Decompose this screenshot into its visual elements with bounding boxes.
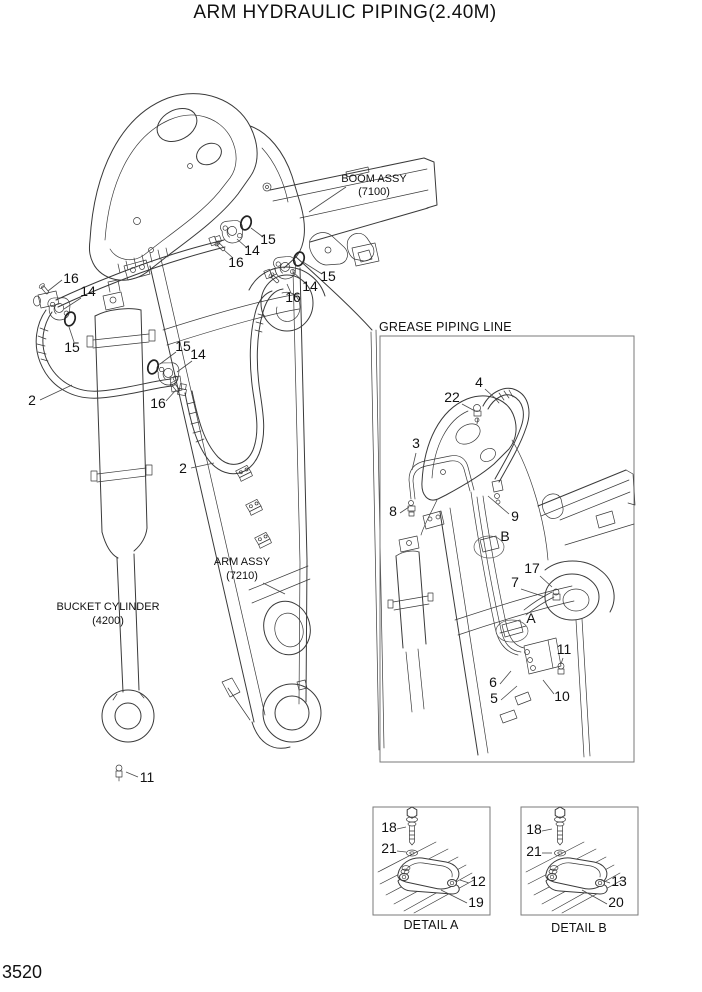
part-label-5: 5 [490, 690, 498, 706]
grease-fitting-17 [553, 589, 560, 600]
leader-line [540, 576, 552, 587]
mini-cylinder-drawing [388, 511, 444, 712]
fitting-cluster-1 [38, 283, 77, 327]
grease-box-title: GREASE PIPING LINE [379, 320, 512, 334]
part-label-6: 6 [489, 674, 497, 690]
leader-line [485, 389, 497, 400]
part-label-A: A [526, 610, 536, 626]
part-label-16: 16 [150, 395, 166, 411]
leader-line [48, 280, 62, 291]
page-title: ARM HYDRAULIC PIPING(2.40M) [193, 2, 497, 23]
part-label-16: 16 [285, 289, 301, 305]
grease-box-border [380, 336, 634, 762]
leader-line [460, 880, 469, 883]
part-label-13: 13 [611, 873, 627, 889]
part-label-19: 19 [468, 894, 484, 910]
leader-line [397, 827, 406, 829]
detail-b-caption: DETAIL B [551, 921, 607, 935]
leader-line [501, 686, 517, 700]
part-label-7: 7 [511, 574, 519, 590]
detail-a-box [373, 807, 490, 932]
grease-fitting-22 [474, 405, 482, 425]
part-label-15: 15 [320, 268, 336, 284]
callouts [56, 173, 407, 627]
grease-nipple-icon [116, 765, 122, 781]
part-label-10: 10 [554, 688, 570, 704]
leader-line [126, 772, 138, 777]
leader-line [160, 352, 176, 364]
bucket-cylinder-callout-line1: BUCKET CYLINDER [56, 601, 160, 613]
part-label-16: 16 [228, 254, 244, 270]
detail-b-box [521, 807, 638, 935]
part-label-21: 21 [526, 843, 542, 859]
grease-piping-box [379, 320, 635, 762]
arm-assy-callout-line2: (7210) [226, 570, 258, 582]
part-label-17: 17 [524, 560, 540, 576]
bucket-cylinder-drawing [87, 260, 155, 781]
leader-line [542, 829, 552, 831]
leader-line [488, 496, 509, 514]
grease-fitting-8 [408, 501, 415, 517]
mini-boom-drawing [538, 470, 635, 545]
page-number: 3520 [2, 962, 43, 982]
part-label-8: 8 [389, 503, 397, 519]
part-label-22: 22 [444, 389, 460, 405]
leader-line [462, 404, 475, 411]
part-label-15: 15 [260, 231, 276, 247]
part-label-21: 21 [381, 840, 397, 856]
boom-assembly-drawing [249, 158, 437, 750]
leader-line [500, 671, 511, 684]
arm-assy-callout-line1: ARM ASSY [213, 556, 271, 568]
leader-line [191, 463, 214, 468]
part-label-14: 14 [302, 278, 318, 294]
boom-assy-callout-line2: (7100) [358, 186, 390, 198]
leader-line [412, 453, 416, 470]
main-view [28, 94, 437, 785]
part-label-12: 12 [470, 873, 486, 889]
part-label-18: 18 [526, 821, 542, 837]
grease-manifold [524, 638, 561, 674]
part-label-2: 2 [28, 392, 36, 408]
part-label-14: 14 [190, 346, 206, 362]
part-label-14: 14 [80, 283, 96, 299]
leader-line [397, 851, 406, 852]
boom-assy-callout-line1: BOOM ASSY [341, 173, 407, 185]
part-label-11: 11 [556, 641, 572, 657]
part-label-15: 15 [64, 339, 80, 355]
leader-line [543, 680, 554, 694]
detail-a-caption: DETAIL A [403, 918, 459, 932]
part-label-14: 14 [244, 242, 260, 258]
leader-line [166, 390, 176, 401]
bucket-cylinder-callout-line2: (4200) [92, 615, 124, 627]
part-label-16: 16 [63, 270, 79, 286]
part-label-11: 11 [139, 769, 155, 785]
part-label-B: B [500, 528, 510, 544]
main-part-labels [28, 228, 336, 785]
arm-assembly-drawing [89, 94, 321, 749]
part-label-2: 2 [179, 460, 187, 476]
part-label-3: 3 [412, 435, 420, 451]
part-label-4: 4 [475, 374, 483, 390]
part-label-9: 9 [511, 508, 519, 524]
part-label-18: 18 [381, 819, 397, 835]
part-label-15: 15 [175, 338, 191, 354]
mini-arm-face [440, 508, 590, 757]
part-label-20: 20 [608, 894, 624, 910]
